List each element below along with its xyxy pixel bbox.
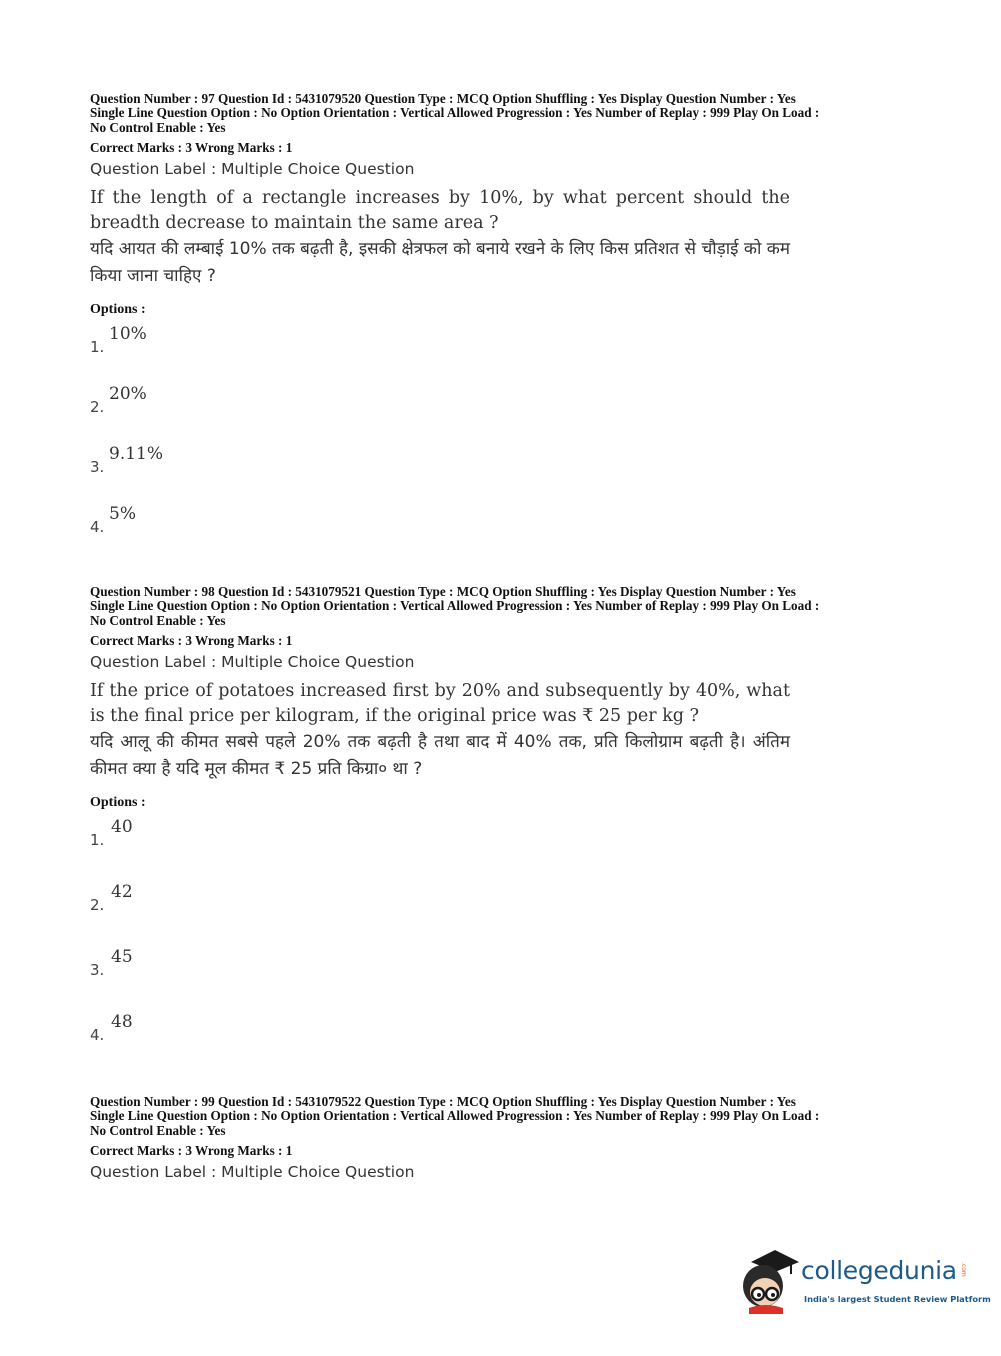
options-label: Options : [90, 795, 146, 811]
question-marks: Correct Marks : 3 Wrong Marks : 1 [90, 633, 293, 649]
question-meta: Question Number : 98 Question Id : 5431079521 Question Type : MCQ Option Shuffling : Yes Display Question Number : Yes Single Line Question Option : No Option Orientation : Vertical Allowed Progression : Yes Number of Replay : 999 Play On Load : No Control Enable : Yes [90, 584, 820, 628]
option-value: 20% [109, 384, 147, 405]
question-meta: Question Number : 99 Question Id : 5431079522 Question Type : MCQ Option Shuffling : Yes Display Question Number : Yes Single Line Question Option : No Option Orientation : Vertical Allowed Progression : Yes Number of Replay : 999 Play On Load : No Control Enable : Yes [90, 1094, 820, 1138]
question-meta: Question Number : 97 Question Id : 5431079520 Question Type : MCQ Option Shuffling : Yes Display Question Number : Yes Single Line Question Option : No Option Orientation : Vertical Allowed Progression : Yes Number of Replay : 999 Play On Load : No Control Enable : Yes [90, 91, 820, 135]
option-number: 2. [90, 896, 105, 915]
option-number: 4. [90, 518, 105, 537]
question-text-english: If the length of a rectangle increases by 10%, by what percent should the breadth decrease to maintain the same area ? [90, 188, 790, 233]
option-value: 45 [111, 947, 133, 968]
option-item [90, 817, 920, 882]
option-number: 4. [90, 1026, 105, 1045]
option-number: 2. [90, 398, 105, 417]
question-text-hindi: यदि आयत की लम्बाई 10% तक बढ़ती है, इसकी क्षेत्रफल को बनाये रखने के लिए किस प्रतिशत से चौड़ाई को कम किया जाना चाहिए ? [90, 239, 790, 287]
option-item [90, 947, 920, 1012]
option-number: 3. [90, 961, 105, 980]
option-value: 10% [109, 324, 147, 345]
option-number: 1. [90, 831, 105, 850]
logo-wordmark: collegedunia [801, 1256, 957, 1285]
option-value: 5% [109, 504, 136, 525]
question-98 [90, 585, 920, 1077]
option-item [90, 504, 920, 564]
option-value: 9.11% [109, 444, 164, 465]
options-list [90, 817, 920, 1077]
option-value: 40 [111, 817, 133, 838]
question-label: Question Label : Multiple Choice Question [90, 160, 415, 179]
option-item [90, 1012, 920, 1077]
option-number: 1. [90, 338, 105, 357]
option-item [90, 384, 920, 444]
option-item [90, 324, 920, 384]
logo-dotcom: .com [960, 1262, 967, 1277]
options-list [90, 324, 920, 564]
logo-tagline: India's largest Student Review Platform [804, 1294, 991, 1304]
question-label: Question Label : Multiple Choice Question [90, 653, 415, 672]
collegedunia-logo [741, 1248, 991, 1314]
question-99 [90, 1095, 920, 1182]
question-marks: Correct Marks : 3 Wrong Marks : 1 [90, 1143, 293, 1159]
option-value: 42 [111, 882, 133, 903]
question-text-english: If the price of potatoes increased first by 20% and subsequently by 40%, what is the final price per kilogram, if the original price was ₹ 25 per kg ? [90, 681, 790, 726]
option-value: 48 [111, 1012, 133, 1033]
mascot-icon [741, 1248, 799, 1314]
option-number: 3. [90, 458, 105, 477]
question-text-hindi: यदि आलू की कीमत सबसे पहले 20% तक बढ़ती है तथा बाद में 40% तक, प्रति किलोग्राम बढ़ती है। अंतिम कीमत क्या है यदि मूल कीमत ₹ 25 प्रति किग्रा० था ? [90, 732, 790, 780]
question-marks: Correct Marks : 3 Wrong Marks : 1 [90, 140, 293, 156]
options-label: Options : [90, 302, 146, 318]
question-label: Question Label : Multiple Choice Question [90, 1163, 415, 1182]
option-item [90, 444, 920, 504]
question-97 [90, 92, 920, 564]
option-item [90, 882, 920, 947]
